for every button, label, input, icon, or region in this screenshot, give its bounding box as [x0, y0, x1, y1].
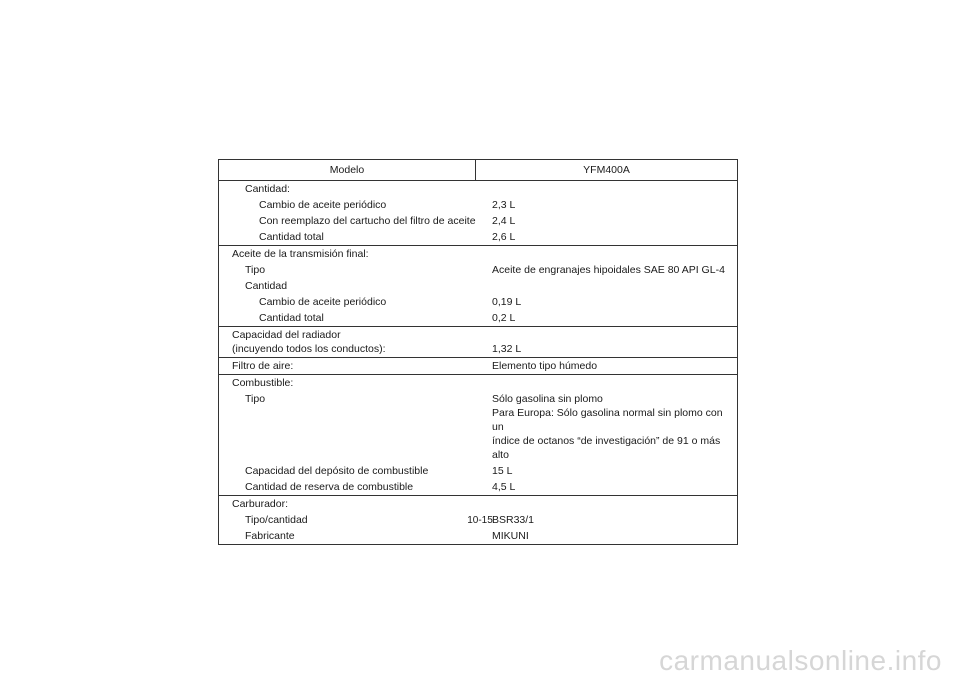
page-number: 10-15	[467, 515, 493, 526]
transmission-qty-label: Cantidad	[245, 280, 288, 292]
fuel-type-label: Tipo	[245, 393, 266, 405]
spec-table	[218, 159, 738, 545]
fuel-type-value-line2: Para Europa: Sólo gasolina normal sin plomo con un	[492, 407, 723, 433]
carburetor-label: Carburador:	[232, 498, 289, 510]
air-filter-value: Elemento tipo húmedo	[492, 360, 598, 372]
transmission-label: Aceite de la transmisión final:	[232, 248, 369, 260]
oil-total-label: Cantidad total	[259, 231, 324, 243]
fuel-type-value-line3: índice de octanos “de investigación” de 91 o más alto	[492, 435, 721, 461]
fuel-reserve-label: Cantidad de reserva de combustible	[245, 481, 414, 493]
carburetor-maker-label: Fabricante	[245, 530, 295, 542]
watermark: carmanualsonline.info	[659, 645, 942, 676]
radiator-label-line1: Capacidad del radiador	[232, 329, 341, 341]
oil-periodic-label: Cambio de aceite periódico	[259, 199, 387, 211]
fuel-label: Combustible:	[232, 377, 294, 389]
transmission-periodic-label: Cambio de aceite periódico	[259, 296, 387, 308]
header-model-label: Modelo	[219, 160, 476, 180]
section-air-filter	[219, 358, 737, 375]
fuel-tank-value: 15 L	[492, 465, 513, 477]
oil-periodic-value: 2,3 L	[492, 199, 516, 211]
fuel-reserve-value: 4,5 L	[492, 481, 516, 493]
fuel-type-value-line1: Sólo gasolina sin plomo	[492, 393, 603, 405]
radiator-label-line2: (incuyendo todos los conductos):	[232, 343, 386, 355]
table-header	[219, 160, 737, 181]
oil-filter-label: Con reemplazo del cartucho del filtro de aceite	[259, 215, 476, 227]
transmission-type-label: Tipo	[245, 264, 266, 276]
header-model-value: YFM400A	[583, 164, 630, 176]
transmission-type-value: Aceite de engranajes hipoidales SAE 80 API GL-4	[492, 264, 725, 276]
oil-quantity-label: Cantidad:	[245, 183, 290, 195]
fuel-tank-label: Capacidad del depósito de combustible	[245, 465, 429, 477]
radiator-value: 1,32 L	[492, 343, 522, 355]
transmission-total-value: 0,2 L	[492, 312, 516, 324]
section-oil-quantity	[219, 181, 737, 246]
air-filter-label: Filtro de aire:	[232, 360, 294, 372]
section-radiator	[219, 327, 737, 358]
carburetor-type-label: Tipo/cantidad	[245, 514, 308, 526]
carburetor-type-value: BSR33/1	[492, 514, 535, 526]
transmission-periodic-value: 0,19 L	[492, 296, 522, 308]
transmission-total-label: Cantidad total	[259, 312, 324, 324]
section-transmission	[219, 246, 737, 327]
oil-total-value: 2,6 L	[492, 231, 516, 243]
oil-filter-value: 2,4 L	[492, 215, 516, 227]
section-fuel	[219, 375, 737, 496]
carburetor-maker-value: MIKUNI	[492, 530, 529, 542]
